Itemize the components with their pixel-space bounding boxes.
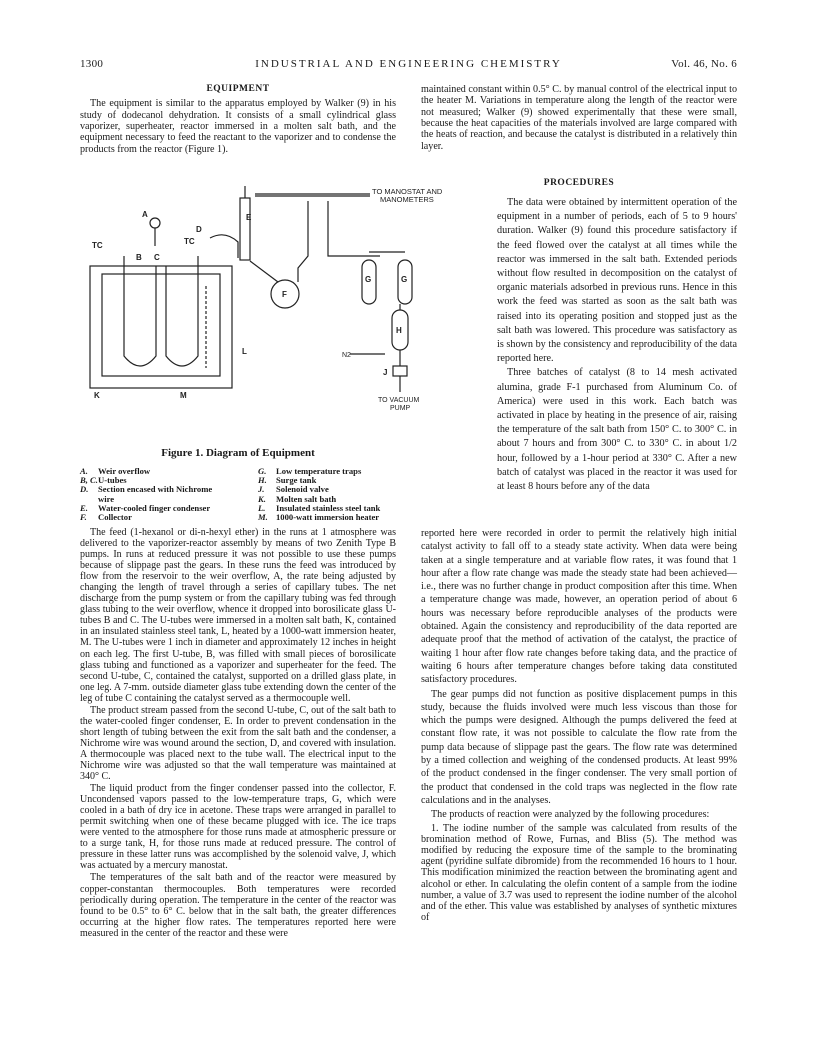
legend-item: D. Section encased with Nichrome: [80, 484, 213, 495]
right-bottom-text: [421, 527, 737, 924]
left-bottom-text: [80, 527, 396, 940]
equipment-section: [80, 84, 396, 156]
journal-title: INDUSTRIAL AND ENGINEERING CHEMISTRY: [255, 58, 562, 70]
condenser-e-shape: [240, 198, 250, 260]
label-c: C: [154, 253, 160, 262]
legend-item: F. Collector: [80, 512, 132, 523]
legend-item: wire: [98, 493, 115, 504]
steady-state-paragraph: reported here were recorded in order to permit the relatively high initial catalyst activity to fall off to a steady state activity. When data were being taken at a single temperature and at variable flow rates, it was found that 1 hour after a flow rate change was made the steady state had been achieved—i.e., there was no further change in product composition after this time. When a temperature change was made, however, an operation period of about 6 hours was necessary before reproducible analyses of the products were obtained. Again the consistency and reproducibility of the data reported are adequate proof that the method of activation of the catalyst, the practice of waiting 1 hour after flow rate changes before taking data, and the practice of waiting 6 hours after temperature changes before taking data constituted satisfactory procedures.: [421, 528, 737, 686]
procedures-heading-wrap: [421, 178, 737, 192]
label-l: L: [242, 347, 247, 356]
label-a: A: [142, 210, 148, 219]
equipment-paragraph: The equipment is similar to the apparatus employed by Walker (9) in his study of dodecanol dehydration. It consists of a small cylindrical glass vaporizer, superheater, reactor immersed in a molten salt bath, and the equipment necessary to feed the reactant to the vaporizer and to condense the products from the reactor (Figure 1).: [80, 98, 396, 155]
legend-item: L. Insulated stainless steel tank: [258, 502, 381, 513]
label-e: E: [246, 213, 252, 222]
label-m: M: [180, 391, 187, 400]
solenoid-shape: [393, 366, 407, 376]
iodine-paragraph: 1. The iodine number of the sample was calculated from results of the bromination method of Rowe, Furnas, and Bliss (5). The method was modified by reducing the exposure time of the sample to the brominating agent (pyridine sulfate dibromide) from the recommended 16 hours to 1 hour. This modification minimized the reaction between the brominating agent and alcohol or ether. In calculating the olefin content of a sample from the iodine number, a value of 3.7 was used to represent the iodine number of the alcohol and of the ether. This value was established by analyses of synthetic mixtures of: [421, 822, 737, 924]
n2-label: N2: [342, 352, 351, 359]
pump-label: PUMP: [390, 405, 411, 412]
analysis-intro-paragraph: The products of reaction were analyzed by the following procedures:: [431, 809, 710, 821]
legend-item: H. Surge tank: [258, 475, 317, 486]
vacuum-label: TO VACUUM: [378, 397, 420, 404]
procedures-heading: PROCEDURES: [543, 178, 615, 188]
label-f: F: [282, 290, 287, 299]
label-j: J: [383, 368, 388, 377]
legend-item: G. Low temperature traps: [258, 466, 362, 476]
continuation-paragraph: maintained constant within 0.5° C. by manual control of the electrical input to the heater M. Variations in temperature along the length of the reactor were not measured; Walker (9) showed experimentally that these were small, because the heat capacities of the materials involved are large compared with the heats of reaction, and because the catalyst is distributed in a relatively thin layer.: [421, 84, 737, 152]
right-top-text: [421, 84, 737, 153]
trap-line: [298, 201, 308, 282]
weir-overflow-shape: [150, 218, 160, 228]
legend-item: B, C.U-tubes: [80, 475, 127, 486]
manostat-label: TO MANOSTAT AND: [372, 187, 443, 196]
legend-right: [258, 467, 430, 522]
procedures-paragraph-2: Three batches of catalyst (8 to 14 mesh activated alumina, grade F-1 purchased from Aluminum Co. of America) were used in this work. Each batch was activated in place by heating in the presence of air, raising the temperature of the salt bath from 150° C. to 300° C. in about 7 hours and from 300° C. to 330° C. in about 1/2 hour, followed by a 1-hour period at 330° C. After a new batch of catalyst was placed in the reactor it was used for at least 8 hours before any of the data: [497, 367, 737, 493]
page-number: 1300: [80, 58, 104, 70]
label-g1: G: [365, 275, 372, 284]
volume-info: Vol. 46, No. 6: [671, 58, 737, 70]
label-d: D: [196, 225, 202, 234]
equipment-diagram: [80, 186, 443, 444]
diagram-svg: [80, 186, 443, 444]
temperatures-paragraph: The temperatures of the salt bath and of the reactor were measured by copper-constantan thermocouples. Both temperatures were recorded periodically during operation. The temperature in the center of the reactor was found to be 0.5° to 6° C. below that in the salt bath, the greater differences occurring at the higher flow rates. The temperatures reported here were measured in the center of the reactor and these were: [80, 872, 396, 939]
figure-caption: Figure 1. Diagram of Equipment: [161, 447, 315, 459]
procedures-text: [497, 196, 737, 494]
trap-line-2: [328, 201, 380, 256]
legend-item: E. Water-cooled finger condenser: [80, 502, 211, 513]
legend-item: M. 1000-watt immersion heater: [258, 512, 380, 523]
legend-item: K. Molten salt bath: [258, 493, 337, 504]
product-stream-paragraph: The product stream passed from the second U-tube, C, out of the salt bath to the water-cooled finger condenser, E. In order to prevent condensation in the short length of tubing between the exit from the salt bath and the condenser, a Nichrome wire was wound around the section, D, and covered with insulation. A thermocouple was placed next to the tube wall. The electrical input to the Nichrome wire was adjusted so that the wall temperature was maintained at 340° C.: [80, 704, 396, 783]
collector-feed: [250, 261, 278, 282]
label-tc2: TC: [184, 237, 195, 246]
u-tube-c-shape: [166, 256, 198, 366]
legend-left: [80, 467, 252, 522]
label-h: H: [396, 326, 402, 335]
procedures-paragraph-1: The data were obtained by intermittent operation of the equipment in a number of periods, each of 5 to 9 hours' duration. Walker (9) found this procedure satisfactory if the feed flowed over the catalyst at all times while the reactor was immersed in the salt bath. Extended periods without flow resulted in decomposition on the catalyst of organic materials adsorbed in previous runs. Hence in this work the feed was started as soon as the salt bath was raised into its operating position and stopped just as the salt bath was lowered. This procedure was satisfactory as is shown by the consistency and reproducibility of the data reported here.: [497, 197, 737, 365]
section-d-tubing: [210, 235, 238, 258]
liquid-product-paragraph: The liquid product from the finger condenser passed into the collector, F. Uncondensed vapors passed to the low-temperature traps, G, which were cooled in a bath of dry ice in acetone. These traps were arranged in parallel to permit switching when one of these became plugged with ice. The ice traps were vented to the atmosphere for those runs made at atmospheric pressure or to a surge tank, H, for those runs made at reduced pressure. The control of pressure in these latter runs was accomplished by the solenoid valve, J, which was actuated by a mercury manostat.: [80, 783, 396, 872]
manometers-label: MANOMETERS: [380, 195, 434, 204]
label-b: B: [136, 253, 142, 262]
legend-item: A. Weir overflow: [80, 466, 151, 476]
label-g2: G: [401, 275, 408, 284]
gear-pumps-paragraph: The gear pumps did not function as positive displacement pumps in this study, because the fluids involved were much less viscous than those for which the pumps were designed. Although the pumps delivered the feed at constant flow rate, it was not possible to calculate the flow rate from the pump data because of slippage past the gears. The flow rate was determined by a timed collection and weighing of the condensed products. At least 99% of the product condensed in the finger condenser. The very small portion of the product that condensed in the cold traps was neglected in the flow rate calculations and in the analyses.: [421, 688, 737, 806]
label-tc1: TC: [92, 241, 103, 250]
feed-paragraph: The feed (1-hexanol or di-n-hexyl ether) in the runs at 1 atmosphere was delivered to the vaporizer-reactor assembly by means of two Zenith Type B pumps. In runs at reduced pressure it was not possible to use these pumps because of slippage past the gears. In these runs the feed was introduced by flow from the reservoir to the weir overflow, A, the rate being adjusted by changing the length of travel through a series of capillary tubes. The net discharge from the pump system or from the capillary tubing was fed through glass tubing to the weir overflow, whence it dropped into borosilicate glass U-tubes B and C. The U-tubes were immersed in a molten salt bath, K, contained in an insulated stainless steel tank, L, heated by a 1000-watt immersion heater, M. The U-tubes were 1 inch in diameter and approximately 12 inches in height on each leg. The first U-tube, B, was filled with small pieces of borosilicate glass tubing and functioned as a vaporizer and superheater for the feed. The second U-tube, C, contained the catalyst, supported on a drilled glass plate, in one leg. A 7-mm. outside diameter glass tube extending down the center of the leg of tube C containing the catalyst served as a thermocouple well.: [80, 527, 396, 704]
salt-bath-tank: [102, 274, 220, 376]
legend-item: J. Solenoid valve: [258, 484, 329, 495]
u-tube-b-shape: [124, 256, 156, 366]
insulated-tank: [90, 266, 232, 388]
label-k: K: [94, 391, 100, 400]
equipment-heading: EQUIPMENT: [206, 84, 270, 94]
